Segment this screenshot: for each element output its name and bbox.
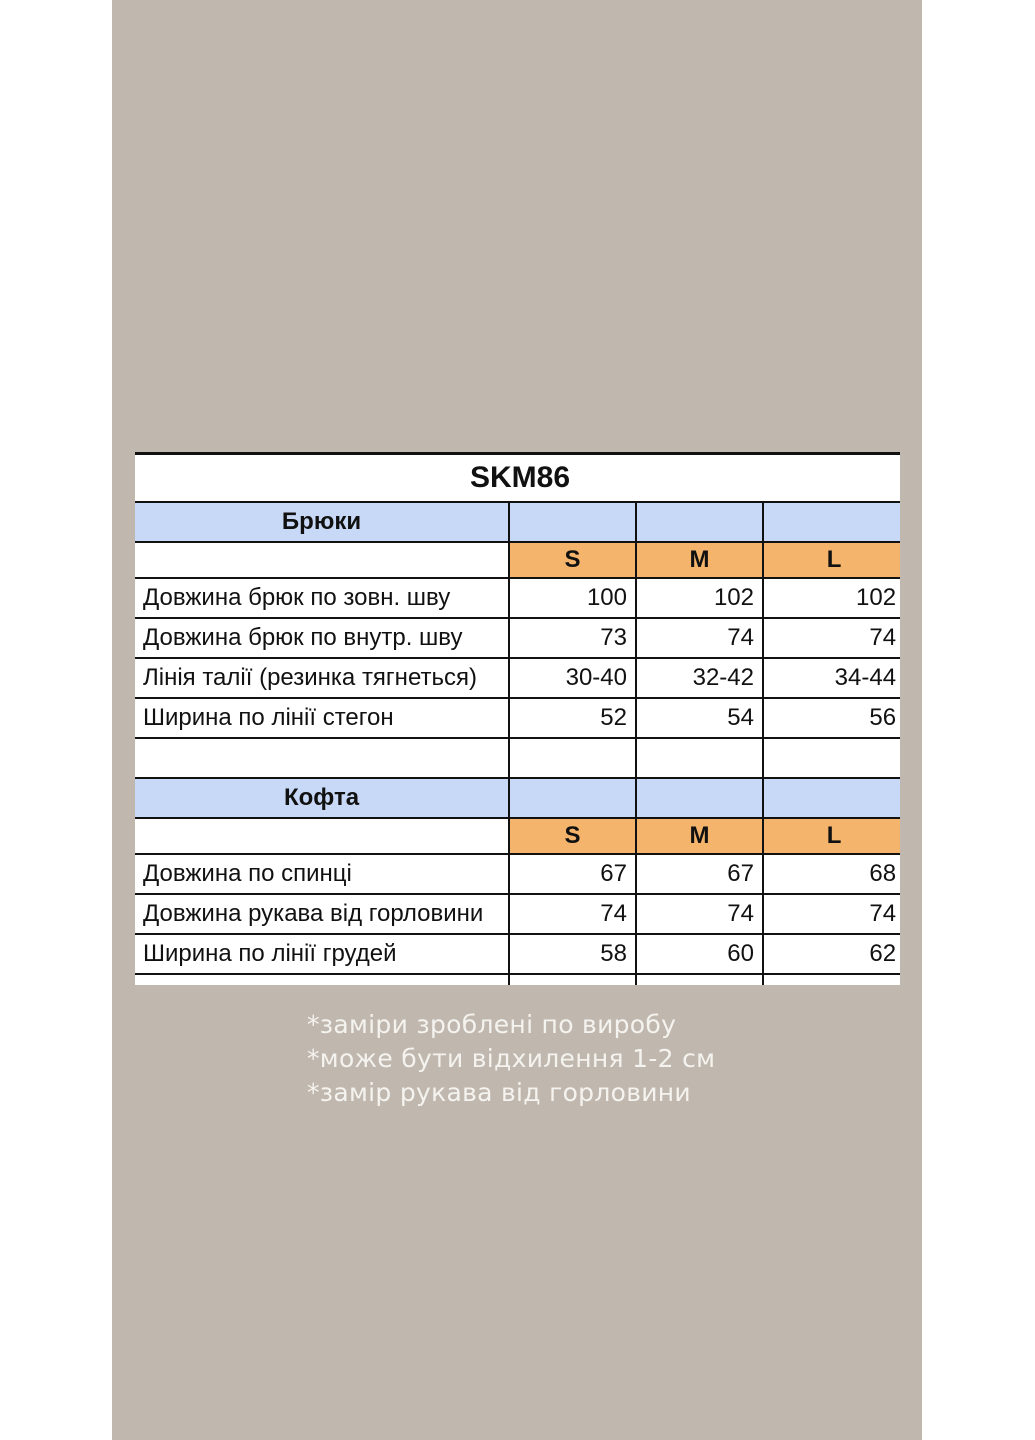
table-row <box>135 658 900 698</box>
measurement-value: 102 <box>763 578 900 618</box>
measurement-value: 67 <box>636 854 763 894</box>
size-label: L <box>763 542 900 578</box>
measurement-value: 74 <box>763 894 900 934</box>
measurement-label: Лінія талії (резинка тягнеться) <box>135 658 509 698</box>
size-label: S <box>509 542 636 578</box>
measurement-value: 73 <box>509 618 636 658</box>
measurement-label: Довжина брюк по зовн. шву <box>135 578 509 618</box>
size-header-row <box>135 542 900 578</box>
measurement-value: 32-42 <box>636 658 763 698</box>
measurement-value: 68 <box>763 854 900 894</box>
empty-row <box>135 738 900 778</box>
measurement-label: Ширина по лінії стегон <box>135 698 509 738</box>
table-row <box>135 578 900 618</box>
measurement-value: 100 <box>509 578 636 618</box>
size-chart <box>135 452 900 985</box>
table-row <box>135 894 900 934</box>
measurement-value: 52 <box>509 698 636 738</box>
note-line: *замір рукава від горловини <box>307 1078 691 1107</box>
measurement-label: Довжина брюк по внутр. шву <box>135 618 509 658</box>
size-label: M <box>636 542 763 578</box>
measurement-value: 74 <box>636 894 763 934</box>
empty-row <box>135 974 900 986</box>
measurement-label: Ширина по лінії грудей <box>135 934 509 974</box>
measurement-value: 56 <box>763 698 900 738</box>
size-label: M <box>636 818 763 854</box>
size-label: S <box>509 818 636 854</box>
table-row <box>135 934 900 974</box>
measurement-value: 58 <box>509 934 636 974</box>
size-label: L <box>763 818 900 854</box>
measurement-value: 62 <box>763 934 900 974</box>
measurement-value: 67 <box>509 854 636 894</box>
size-table <box>135 452 900 985</box>
section-header-pants <box>135 502 900 542</box>
measurement-value: 54 <box>636 698 763 738</box>
measurement-value: 74 <box>509 894 636 934</box>
table-row <box>135 698 900 738</box>
measurement-value: 74 <box>636 618 763 658</box>
section-title: Брюки <box>135 502 509 542</box>
note-line: *може бути відхилення 1-2 см <box>307 1044 716 1073</box>
measurement-label: Довжина по спинці <box>135 854 509 894</box>
measurement-value: 30-40 <box>509 658 636 698</box>
size-header-row <box>135 818 900 854</box>
section-title: Кофта <box>135 778 509 818</box>
measurement-label: Довжина рукава від горловини <box>135 894 509 934</box>
measurement-value: 74 <box>763 618 900 658</box>
chart-title: SKM86 <box>135 454 900 502</box>
table-row <box>135 618 900 658</box>
table-row <box>135 854 900 894</box>
notes <box>307 1008 715 1110</box>
measurement-value: 102 <box>636 578 763 618</box>
note-line: *заміри зроблені по виробу <box>307 1010 677 1039</box>
measurement-value: 60 <box>636 934 763 974</box>
measurement-value: 34-44 <box>763 658 900 698</box>
section-header-top <box>135 778 900 818</box>
